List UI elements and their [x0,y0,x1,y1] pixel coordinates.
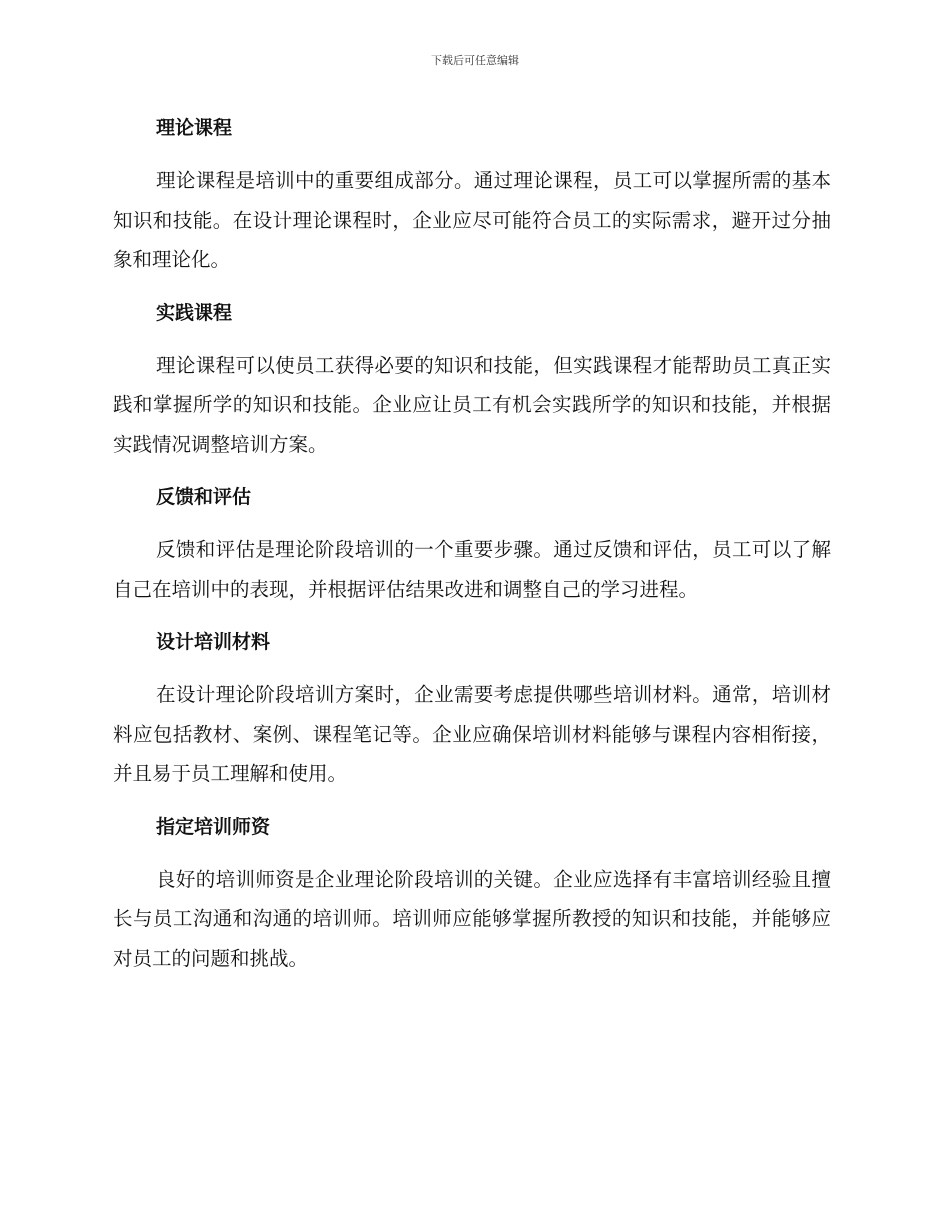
section-trainers [113,808,831,979]
section-paragraph: 理论课程可以使员工获得必要的知识和技能，但实践课程才能帮助员工真正实践和掌握所学的知识和技能。企业应让员工有机会实践所学的知识和技能，并根据实践情况调整培训方案。 [113,353,831,456]
section-feedback-evaluation [113,478,831,609]
section-paragraph: 在设计理论阶段培训方案时，企业需要考虑提供哪些培训材料。通常，培训材料应包括教材、案例、课程笔记等。企业应确保培训材料能够与课程内容相衔接，并且易于员工理解和使用。 [113,683,831,785]
section-training-materials [113,623,831,794]
section-title: 反馈和评估 [156,486,252,508]
section-theory-course [113,109,831,280]
section-title: 理论课程 [156,117,233,139]
section-title: 指定培训师资 [156,815,271,838]
section-title: 设计培训材料 [156,631,271,653]
section-paragraph: 理论课程是培训中的重要组成部分。通过理论课程，员工可以掌握所需的基本知识和技能。在设计理论课程时，企业应尽可能符合员工的实际需求，避开过分抽象和理论化。 [113,169,831,271]
section-title: 实践课程 [156,301,233,324]
document-body [113,109,831,992]
section-practice-course [113,294,831,465]
page-header: 下载后可任意编辑 [431,54,519,67]
section-paragraph: 反馈和评估是理论阶段培训的一个重要步骤。通过反馈和评估，员工可以了解自己在培训中的表现，并根据评估结果改进和调整自己的学习进程。 [113,538,831,601]
section-paragraph: 良好的培训师资是企业理论阶段培训的关键。企业应选择有丰富培训经验且擅长与员工沟通和沟通的培训师。培训师应能够掌握所教授的知识和技能，并能够应对员工的问题和挑战。 [113,867,831,970]
